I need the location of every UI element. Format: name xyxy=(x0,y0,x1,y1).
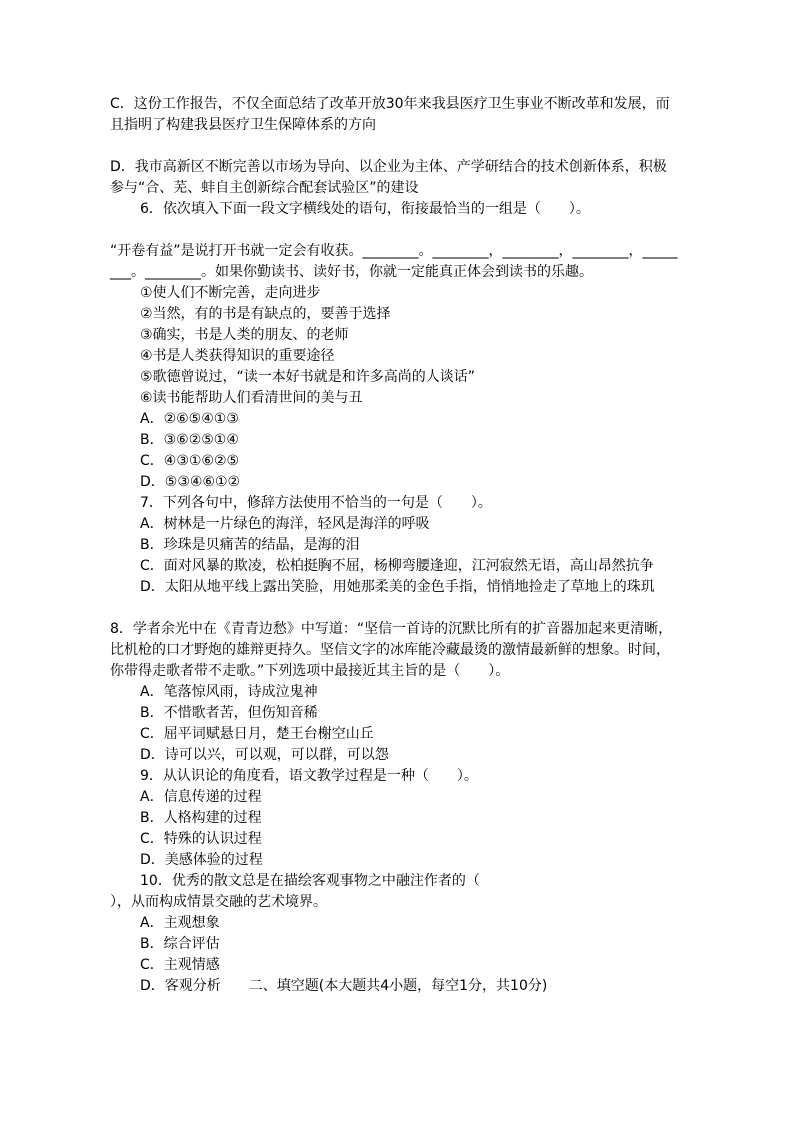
question-10-option-b: B．综合评估 xyxy=(140,936,220,952)
question-10-option-a: A．主观想象 xyxy=(140,915,220,931)
question-6-stem: 6．依次填入下面一段文字横线处的语句，衔接最恰当的一组是（ ）。 xyxy=(140,201,590,217)
question-8-option-b: B．不惜歌者苦，但伤知音稀 xyxy=(140,705,318,721)
question-9-option-a: A．信息传递的过程 xyxy=(140,789,262,805)
question-10-stem-wrap: ），从而构成情景交融的艺术境界。 xyxy=(110,894,327,910)
question-6-item-6: ⑥读书能帮助人们看清世间的美与丑 xyxy=(140,390,363,406)
blank-line xyxy=(110,136,680,157)
question-6-option-a: A．②⑥⑤④①③ xyxy=(140,411,239,427)
question-7-option-d: D．太阳从地平线上露出笑脸，用她那柔美的金色手指，悄悄地捡走了草地上的珠玑 xyxy=(140,579,655,595)
blank-line xyxy=(110,598,680,619)
option-c-medical-report: C．这份工作报告，不仅全面总结了改革开放30年来我县医疗卫生事业不断改革和发展，而且指明了构建我县医疗卫生保障体系的方向 xyxy=(110,96,670,133)
option-d-hightech-zone: D．我市高新区不断完善以市场为导向、以企业为主体、产学研结合的技术创新体系，积极参与“合、芜、蚌自主创新综合配套试验区”的建设 xyxy=(110,159,667,196)
question-6-item-5: ⑤歌德曾说过，“读一本好书就是和许多高尚的人谈话” xyxy=(140,369,476,385)
question-7-stem: 7．下列各句中，修辞方法使用不恰当的一句是（ ）。 xyxy=(140,495,492,511)
document-body xyxy=(110,94,680,997)
question-6-item-1: ①使人们不断完善，走向进步 xyxy=(140,285,321,301)
question-7-option-a: A．树林是一片绿色的海洋，轻风是海洋的呼吸 xyxy=(140,516,430,532)
question-8-option-d: D．诗可以兴，可以观，可以群，可以怨 xyxy=(140,747,389,763)
question-9-option-d: D．美感体验的过程 xyxy=(140,852,263,868)
blank-line xyxy=(110,220,680,241)
question-6-item-4: ④书是人类获得知识的重要途径 xyxy=(140,348,335,364)
question-6-option-d: D．⑤③④⑥①② xyxy=(140,474,241,490)
question-7-option-b: B．珍珠是贝痛苦的结晶，是海的泪 xyxy=(140,537,360,553)
question-10-option-c: C．主观情感 xyxy=(140,957,220,973)
question-6-item-3: ③确实，书是人类的朋友、的老师 xyxy=(140,327,349,343)
question-10-stem: 10．优秀的散文总是在描绘客观事物之中融注作者的（ xyxy=(140,873,480,889)
question-9-option-b: B．人格构建的过程 xyxy=(140,810,262,826)
question-7-option-c: C．面对风暴的欺凌，松柏挺胸不屈，杨柳弯腰逢迎，江河寂然无语，高山昂然抗争 xyxy=(140,558,654,574)
question-6-item-2: ②当然，有的书是有缺点的，要善于选择 xyxy=(140,306,391,322)
question-9-stem: 9．从认识论的角度看，语文教学过程是一种（ ）。 xyxy=(140,768,478,784)
question-8-stem: 8．学者余光中在《青青边愁》中写道：“坚信一首诗的沉默比所有的扩音器加起来更清晰，比机枪的口才野炮的雄辩更持久。坚信文字的冰库能冷藏最烫的激情最新鲜的想象。时间，你带得走歌者带不走歌。”下列选项中最接近其主旨的是（ ）。 xyxy=(110,621,673,679)
question-10-option-d-and-section-2-header: D．客观分析 二、填空题(本大题共4小题，每空1分，共10分) xyxy=(140,978,548,994)
question-6-passage: “开卷有益”是说打开书就一定会有收获。________。________，________，________，________。________。如果你勤读书、读好书，你就一定能真正体会到读书的乐趣。 xyxy=(110,243,678,280)
question-8-option-a: A．笔落惊风雨，诗成泣鬼神 xyxy=(140,684,318,700)
question-6-option-c: C．④③①⑥②⑤ xyxy=(140,453,240,469)
question-8-option-c: C．屈平词赋悬日月，楚王台榭空山丘 xyxy=(140,726,374,742)
question-6-option-b: B．③⑥②⑤①④ xyxy=(140,432,239,448)
question-9-option-c: C．特殊的认识过程 xyxy=(140,831,262,847)
